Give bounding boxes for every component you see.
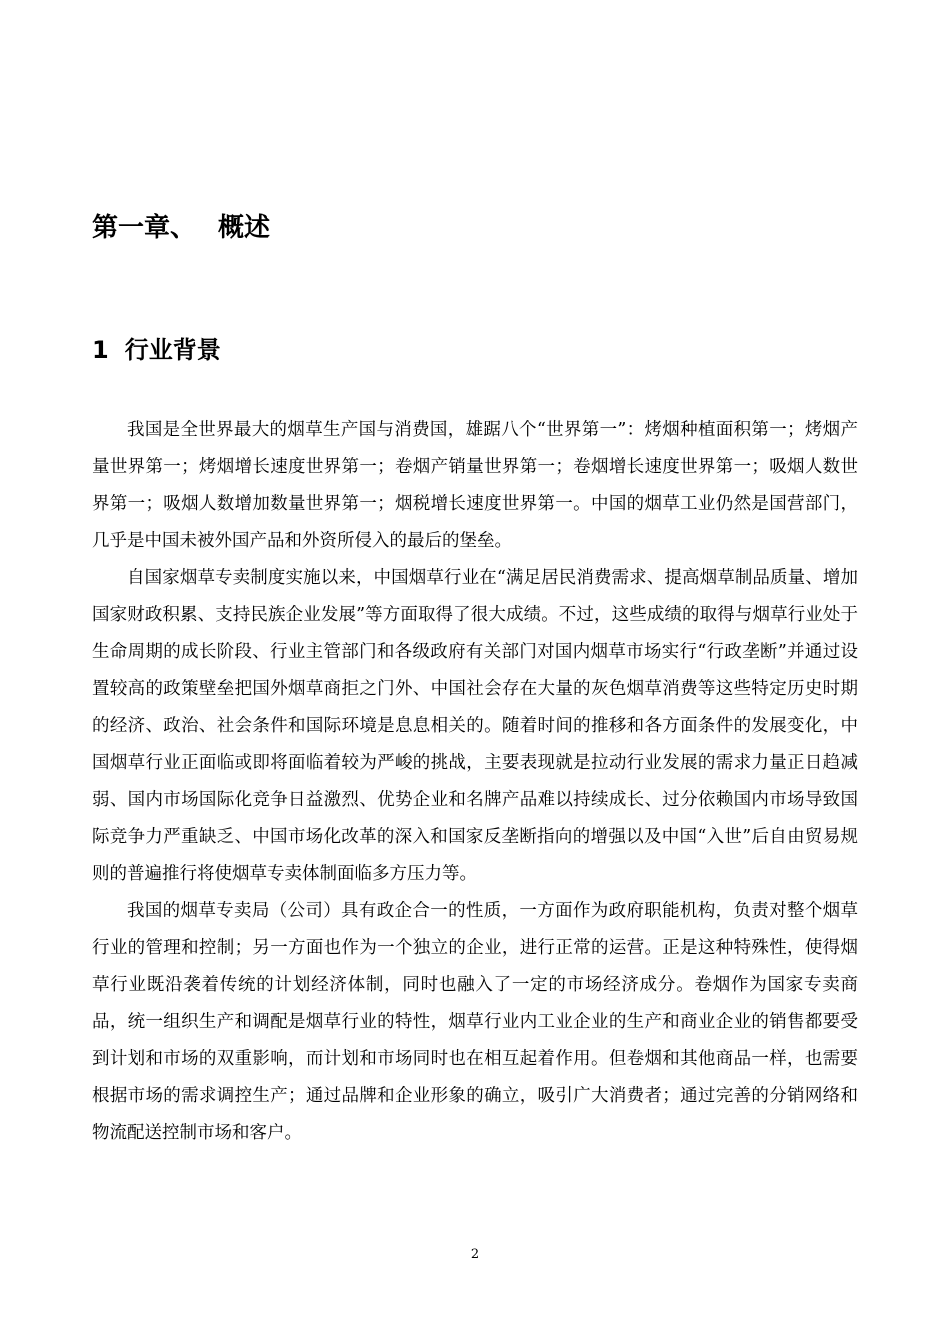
paragraph-3: 我国的烟草专卖局（公司）具有政企合一的性质，一方面作为政府职能机构，负责对整个烟草行业的管理和控制；另一方面也作为一个独立的企业，进行正常的运营。正是这种特殊性，使得烟草行业既沿袭着传统的计划经济体制，同时也融入了一定的市场经济成分。卷烟作为国家专卖商品，统一组织生产和调配是烟草行业的特性，烟草行业内工业企业的生产和商业企业的销售都要受到计划和市场的双重影响，而计划和市场同时也在相互起着作用。但卷烟和其他商品一样，也需要根据市场的需求调控生产；通过品牌和企业形象的确立，吸引广大消费者；通过完善的分销网络和物流配送控制市场和客户。 — [92, 901, 858, 1143]
section-heading — [92, 330, 221, 370]
paragraph-1: 我国是全世界最大的烟草生产国与消费国，雄踞八个“世界第一”：烤烟种植面积第一；烤烟产量世界第一；烤烟增长速度世界第一；卷烟产销量世界第一；卷烟增长速度世界第一；吸烟人数世界第一；吸烟人数增加数量世界第一；烟税增长速度世界第一。中国的烟草工业仍然是国营部门，几乎是中国未被外国产品和外资所侵入的最后的堡垒。 — [92, 420, 858, 551]
section-title: 行业背景 — [124, 336, 221, 364]
chapter-number: 第一章、 — [92, 213, 197, 243]
body-text — [92, 412, 858, 1152]
paragraph-2: 自国家烟草专卖制度实施以来，中国烟草行业在“满足居民消费需求、提高烟草制品质量、增加国家财政积累、支持民族企业发展”等方面取得了很大成绩。不过，这些成绩的取得与烟草行业处于生命周期的成长阶段、行业主管部门和各级政府有关部门对国内烟草市场实行“行政垄断”并通过设置较高的政策壁垒把国外烟草商拒之门外、中国社会存在大量的灰色烟草消费等这些特定历史时期的经济、政治、社会条件和国际环境是息息相关的。随着时间的推移和各方面条件的发展变化，中国烟草行业正面临或即将面临着较为严峻的挑战，主要表现就是拉动行业发展的需求力量正日趋减弱、国内市场国际化竞争日益激烈、优势企业和名牌产品难以持续成长、过分依赖国内市场导致国际竞争力严重缺乏、中国市场化改革的深入和国家反垄断指向的增强以及中国“入世”后自由贸易规则的普遍推行将使烟草专卖体制面临多方压力等。 — [92, 568, 858, 884]
section-number: 1 — [92, 336, 109, 364]
chapter-heading — [92, 208, 270, 248]
page-number: 2 — [470, 1247, 480, 1262]
chapter-title: 概述 — [218, 213, 271, 243]
